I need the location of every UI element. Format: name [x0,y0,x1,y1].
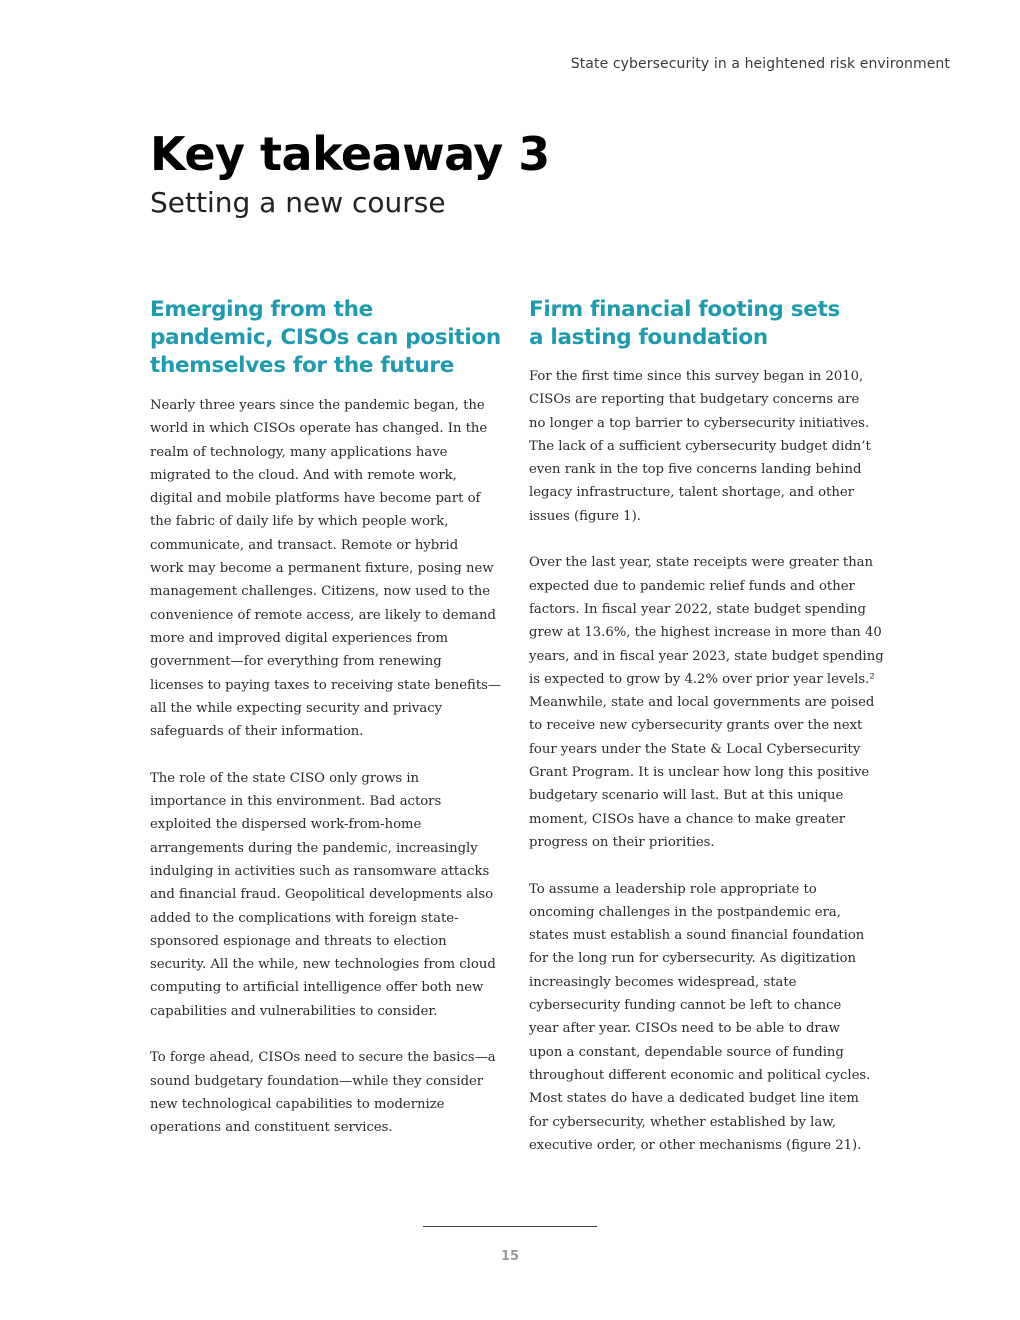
heading-line: Emerging from the [150,297,373,322]
body-paragraph [150,394,502,743]
right-column [529,296,884,1180]
footer-divider [423,1226,597,1227]
text-line: added to the complications with foreign state- [150,910,459,926]
heading-line: Firm financial footing sets [529,297,840,322]
body-paragraph [529,365,874,528]
page-title: Key takeaway 3 [150,127,550,181]
text-line: year after year. CISOs need to be able to draw [529,1021,840,1037]
text-line: sound budgetary foundation—while they consider [150,1073,484,1089]
text-line: arrangements during the pandemic, increasingly [150,840,478,856]
text-line: To forge ahead, CISOs need to secure the basics—a [150,1050,496,1066]
text-line: legacy infrastructure, talent shortage, and other [529,485,854,501]
text-line: factors. In fiscal year 2022, state budget spending [529,601,866,617]
text-line: importance in this environment. Bad actors [150,794,442,810]
text-line: increasingly becomes widespread, state [529,974,797,990]
text-line: security. All the while, new technologies from cloud [150,957,496,973]
text-line: Over the last year, state receipts were greater than [529,555,874,571]
body-paragraph [529,551,884,854]
text-line: no longer a top barrier to cybersecurity initiatives. [529,415,870,431]
text-line: operations and constituent services. [150,1120,393,1136]
text-line: communicate, and transact. Remote or hybrid [150,537,459,553]
text-line: sponsored espionage and threats to election [150,933,447,949]
text-line: executive order, or other mechanisms (figure 21). [529,1137,862,1153]
text-line: The lack of a sufficient cybersecurity budget didn’t [529,438,871,454]
text-line: The role of the state CISO only grows in [150,770,420,786]
heading-line: themselves for the future [150,353,454,378]
left-column [150,296,502,1163]
text-line: the fabric of daily life by which people work, [150,514,449,530]
right-column-heading [529,296,874,352]
text-line: progress on their priorities. [529,834,715,850]
text-line: convenience of remote access, are likely to demand [150,607,496,623]
page-number: 15 [500,1249,520,1264]
text-line: management challenges. Citizens, now used to the [150,584,490,600]
text-line: more and improved digital experiences from [150,630,449,646]
heading-line: pandemic, CISOs can position [150,325,501,350]
text-line: indulging in activities such as ransomware attacks [150,863,490,879]
text-line: for cybersecurity, whether established by law, [529,1114,837,1130]
text-line: CISOs are reporting that budgetary concerns are [529,392,860,408]
text-line: digital and mobile platforms have become part of [150,491,481,507]
text-line: grew at 13.6%, the highest increase in more than 40 [529,625,882,641]
text-line: throughout different economic and political cycles. [529,1067,871,1083]
text-line: exploited the dispersed work-from-home [150,817,422,833]
text-line: oncoming challenges in the postpandemic era, [529,904,841,920]
text-line: expected due to pandemic relief funds and other [529,578,855,594]
text-line: for the long run for cybersecurity. As digitization [529,951,857,967]
text-line: capabilities and vulnerabilities to consider. [150,1003,438,1019]
body-paragraph [150,1046,495,1139]
text-line: Most states do have a dedicated budget line item [529,1091,859,1107]
page-subtitle: Setting a new course [150,186,446,219]
text-line: safeguards of their information. [150,724,364,740]
text-line: years, and in fiscal year 2023, state budget spending [529,648,884,664]
text-line: issues (figure 1). [529,508,641,524]
body-paragraph [529,878,874,1158]
text-line: work may become a permanent fixture, posing new [150,561,494,577]
text-line: realm of technology, many applications have [150,444,448,460]
text-line: migrated to the cloud. And with remote work, [150,467,457,483]
text-line: computing to artificial intelligence offer both new [150,980,484,996]
text-line: government—for everything from renewing [150,654,442,670]
text-line: all the while expecting security and privacy [150,700,443,716]
text-line: To assume a leadership role appropriate to [529,881,817,897]
running-header: State cybersecurity in a heightened risk environment [570,56,950,72]
text-line: Nearly three years since the pandemic began, the [150,398,485,413]
text-line: For the first time since this survey began in 2010, [529,369,864,384]
text-line: Grant Program. It is unclear how long this positive [529,765,870,781]
text-line: is expected to grow by 4.2% over prior year levels.² [529,671,875,687]
text-line: upon a constant, dependable source of funding [529,1044,844,1060]
text-line: new technological capabilities to modernize [150,1096,445,1112]
left-column-heading [150,296,501,380]
text-line: cybersecurity funding cannot be left to chance [529,998,842,1014]
body-paragraph [150,767,495,1023]
text-line: four years under the State & Local Cybersecurity [529,741,861,757]
text-line: states must establish a sound financial foundation [529,928,865,944]
text-line: budgetary scenario will last. But at this unique [529,788,844,804]
text-line: to receive new cybersecurity grants over the next [529,718,863,734]
text-line: world in which CISOs operate has changed. In the [150,421,488,437]
text-line: Meanwhile, state and local governments are poised [529,695,875,711]
heading-line: a lasting foundation [529,325,768,350]
text-line: even rank in the top five concerns landing behind [529,462,862,478]
text-line: and financial fraud. Geopolitical developments also [150,887,494,903]
text-line: licenses to paying taxes to receiving state benefits— [150,677,502,693]
text-line: moment, CISOs have a chance to make greater [529,811,846,827]
